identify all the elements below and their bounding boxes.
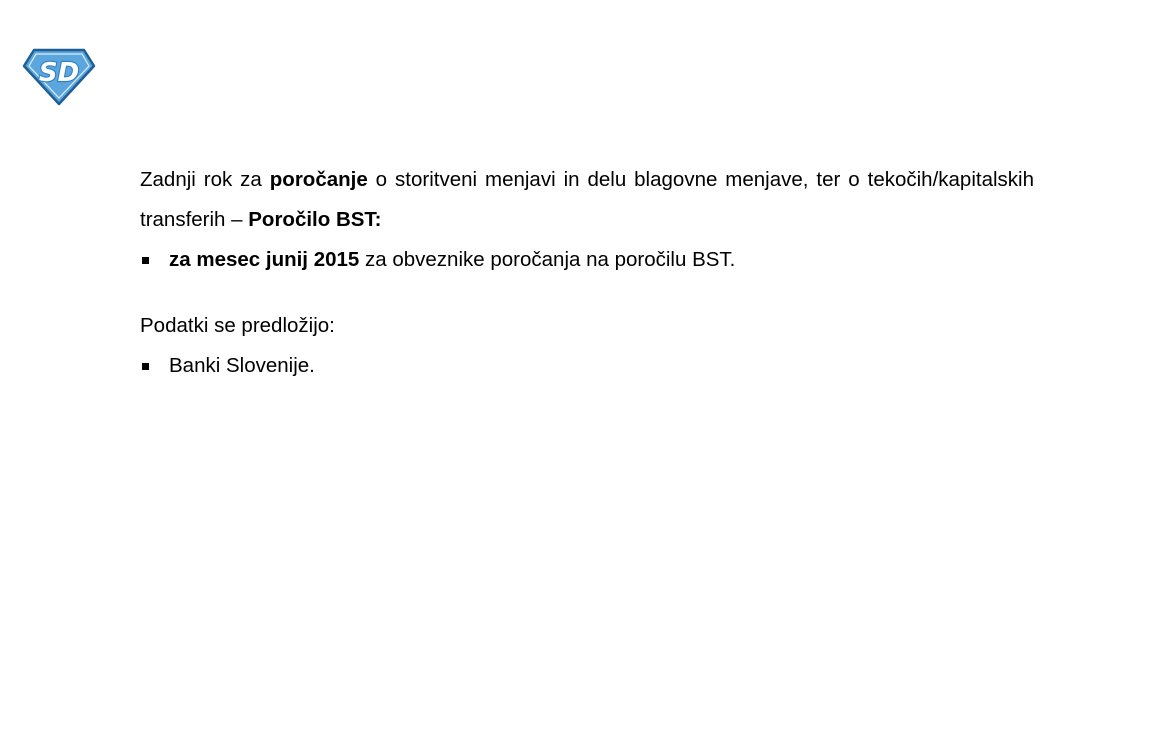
period-bold: za mesec junij 2015 [169, 248, 360, 271]
sd-logo [22, 48, 96, 106]
submission-paragraph: Podatki se predložijo: [140, 314, 335, 337]
list-item-recipient [140, 346, 1034, 386]
period-rest: za obveznike poročanja na poročilu BST. [359, 248, 736, 271]
recipient-text: Banki Slovenije. [169, 354, 315, 377]
deadline-bold-report-name: Poročilo BST: [248, 208, 382, 231]
bullet-square-icon [142, 363, 149, 370]
list-item-period [140, 240, 1034, 280]
document-body [140, 160, 1034, 386]
logo-text: SD [38, 58, 80, 88]
deadline-paragraph [140, 160, 1034, 240]
bullet-square-icon [142, 257, 149, 264]
logo-shield-icon [22, 48, 96, 106]
deadline-bold-reporting: poročanje [269, 168, 368, 191]
deadline-text-1: Zadnji rok za [140, 168, 270, 191]
deadline-text-2: o storitveni menjavi in delu blagovne menjave, ter o tekočih/kapitalskih transferih – [140, 168, 1034, 231]
